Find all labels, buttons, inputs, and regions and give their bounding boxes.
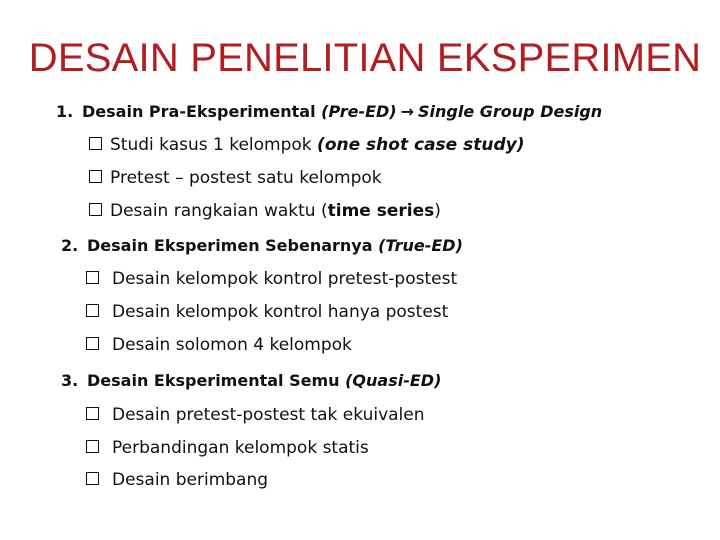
item-text-after: ) [434,201,441,221]
checkbox-icon [86,440,99,453]
section-number: 1. [56,102,74,121]
slide-title: DESAIN PENELITIAN EKSPERIMEN [28,36,702,80]
item-emphasis: time series [327,201,435,221]
section-heading-3 [61,370,441,392]
list-item [89,167,382,189]
section-extra: Single Group Design [418,102,603,121]
checkbox-icon [89,203,102,216]
item-emphasis: (one shot case study) [317,135,525,155]
checkbox-icon [86,337,99,350]
checkbox-icon [89,137,102,150]
item-text: Desain kelompok kontrol hanya postest [112,302,449,322]
list-item [86,268,457,290]
section-number: 3. [61,371,79,390]
checkbox-icon [86,271,99,284]
section-heading-2 [61,235,463,257]
list-item [89,134,524,156]
item-text: Desain kelompok kontrol pretest-postest [112,269,458,289]
section-number: 2. [61,236,79,255]
item-text: Pretest – postest satu kelompok [110,168,382,188]
section-label: Desain Eksperimen Sebenarnya [87,236,373,255]
item-text: Desain solomon 4 kelompok [112,335,352,355]
section-abbr: (True-ED) [378,236,463,255]
item-text: Desain rangkaian waktu ( [110,201,328,221]
checkbox-icon [86,407,99,420]
list-item [86,469,268,491]
section-label: Desain Pra-Eksperimental [82,102,316,121]
item-text: Desain berimbang [112,470,269,490]
checkbox-icon [86,304,99,317]
checkbox-icon [89,170,102,183]
list-item [86,437,369,459]
section-heading-1 [56,101,602,123]
list-item [86,404,425,426]
arrow-icon: → [400,102,415,121]
list-item [86,301,448,323]
checkbox-icon [86,472,99,485]
list-item [86,334,352,356]
section-abbr: (Quasi-ED) [345,371,442,390]
item-text: Desain pretest-postest tak ekuivalen [112,405,425,425]
section-label: Desain Eksperimental Semu [87,371,340,390]
list-item [89,200,441,222]
item-text: Perbandingan kelompok statis [112,438,369,458]
section-abbr: (Pre-ED) [321,102,397,121]
item-text: Studi kasus 1 kelompok [110,135,318,155]
